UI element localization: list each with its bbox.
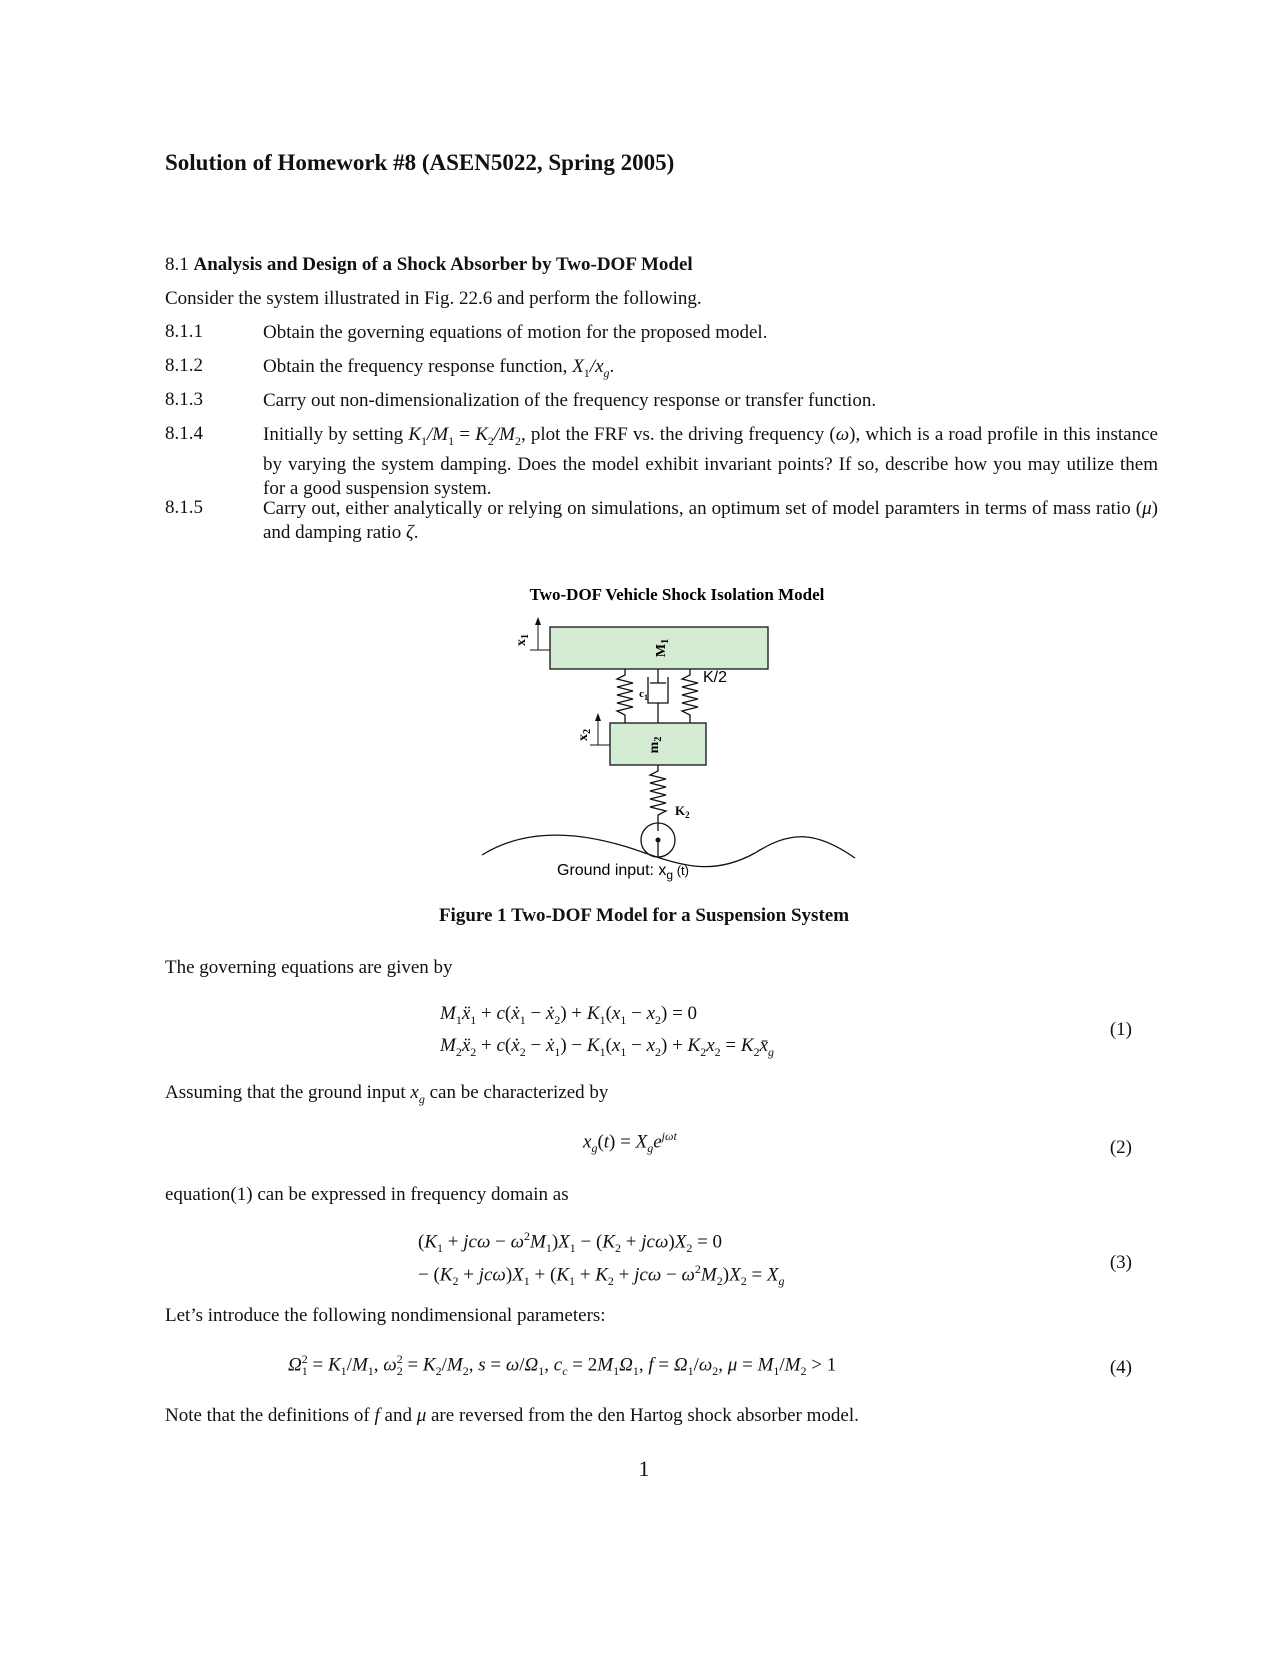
x2-label: $x_2$: [576, 729, 593, 741]
equation-number: (2): [1109, 1137, 1132, 1158]
equation-number: (3): [1109, 1252, 1132, 1273]
equation-3-line1: $(K_1 + jc\omega - \omega^2M_1)X_1 - (K_2 + jc\omega)X_2 = 0$: [418, 1229, 723, 1256]
paragraph: Note that the definitions of f and μ are reversed from the den Hartog shock absorber model.: [165, 1405, 859, 1426]
equation-2: $x_g(t) = X_ge^{j\omega t}$: [583, 1129, 677, 1156]
equation-1-line1: $M_1ẍ_1$ + c(ẋ$_1$ − ẋ$_2$) + $K_1(x_1 - x_2) = 0$: [440, 1003, 698, 1027]
x1-label: $x_1$: [514, 634, 531, 646]
item-text: Carry out, either analytically or relying on simulations, an optimum set of model paramters in terms of mass ratio (μ) and damping ratio ζ.: [263, 498, 1158, 543]
paragraph: Let’s introduce the following nondimensional parameters:: [165, 1305, 606, 1326]
page-number: 1: [638, 1456, 650, 1481]
spring-right: [682, 669, 698, 723]
paragraph: equation(1) can be expressed in frequency domain as: [165, 1184, 569, 1205]
intro-text: Consider the system illustrated in Fig. 22.6 and perform the following.: [165, 288, 702, 309]
equation-number: (4): [1109, 1357, 1132, 1378]
page-title: Solution of Homework #8 (ASEN5022, Spring 2005): [165, 150, 675, 175]
m1-label: $M_1$: [654, 638, 671, 658]
item-text: Initially by setting $K_1/M_1 = K_2/M_2$, plot the FRF vs. the driving frequency (ω), which is a road profile in this instance by varying the system damping. Does the model exhibit invariant points? If so, describe how you may utilize them for a good suspension system.: [263, 424, 1158, 499]
c1-label: $c_1$: [639, 688, 648, 702]
x2-arrowhead: [595, 713, 601, 721]
item-number: 8.1.3: [165, 389, 203, 410]
paragraph: The governing equations are given by: [165, 957, 453, 978]
paragraph: Assuming that the ground input $x_g$ can be characterized by: [165, 1082, 609, 1106]
item-number: 8.1.5: [165, 497, 203, 518]
item-text: Obtain the governing equations of motion for the proposed model.: [263, 322, 768, 343]
item-number: 8.1.4: [165, 423, 203, 444]
equation-4: $\Omega_1^2 = K_1/M_1$, $\omega_2^2 = K_2/M_2$, $s = \omega/\Omega_1$, $c_c = 2M_1\Omega_1$, $f = \Omega_1/\omega_2$, $\mu = M_1/M_2 > 1$: [288, 1352, 837, 1379]
m2-label: $m_2$: [647, 736, 664, 754]
figure-title: Two-DOF Vehicle Shock Isolation Model: [529, 585, 825, 604]
ground-input-label: Ground input: $x_g$ $^{(t)}$: [557, 862, 689, 882]
item-number: 8.1.1: [165, 321, 203, 342]
spring-left: [617, 669, 633, 723]
section-heading: [165, 253, 693, 277]
section-number: 8.1: [165, 254, 189, 275]
equation-number: (1): [1109, 1019, 1132, 1040]
section-title: Analysis and Design of a Shock Absorber by Two-DOF Model: [193, 254, 693, 275]
equation-3-line2: − $(K_2 + jc\omega)X_1 + (K_1 + K_2 + jc\omega - \omega^2M_2)X_2 = X_g$: [418, 1262, 785, 1289]
item-text: Carry out non-dimensionalization of the frequency response or transfer function.: [263, 390, 877, 411]
equation-1-line2: $M_2ẍ_2$ + c(ẋ$_2$ − ẋ$_1$) − $K_1(x_1 - x_2) + K_2x_2$ = $K_2x̄_g$: [440, 1035, 775, 1059]
road-profile: [482, 835, 855, 866]
k-half-label: K/2: [703, 669, 728, 686]
k2-label: $K_2$: [675, 803, 690, 820]
spring-k2: [650, 765, 666, 831]
item-number: 8.1.2: [165, 355, 203, 376]
figure-caption: Figure 1 Two-DOF Model for a Suspension System: [438, 905, 850, 926]
item-text: Obtain the frequency response function, $X_1/x_g$.: [263, 356, 615, 380]
suspension-diagram: [470, 585, 870, 915]
x1-arrowhead: [535, 617, 541, 625]
